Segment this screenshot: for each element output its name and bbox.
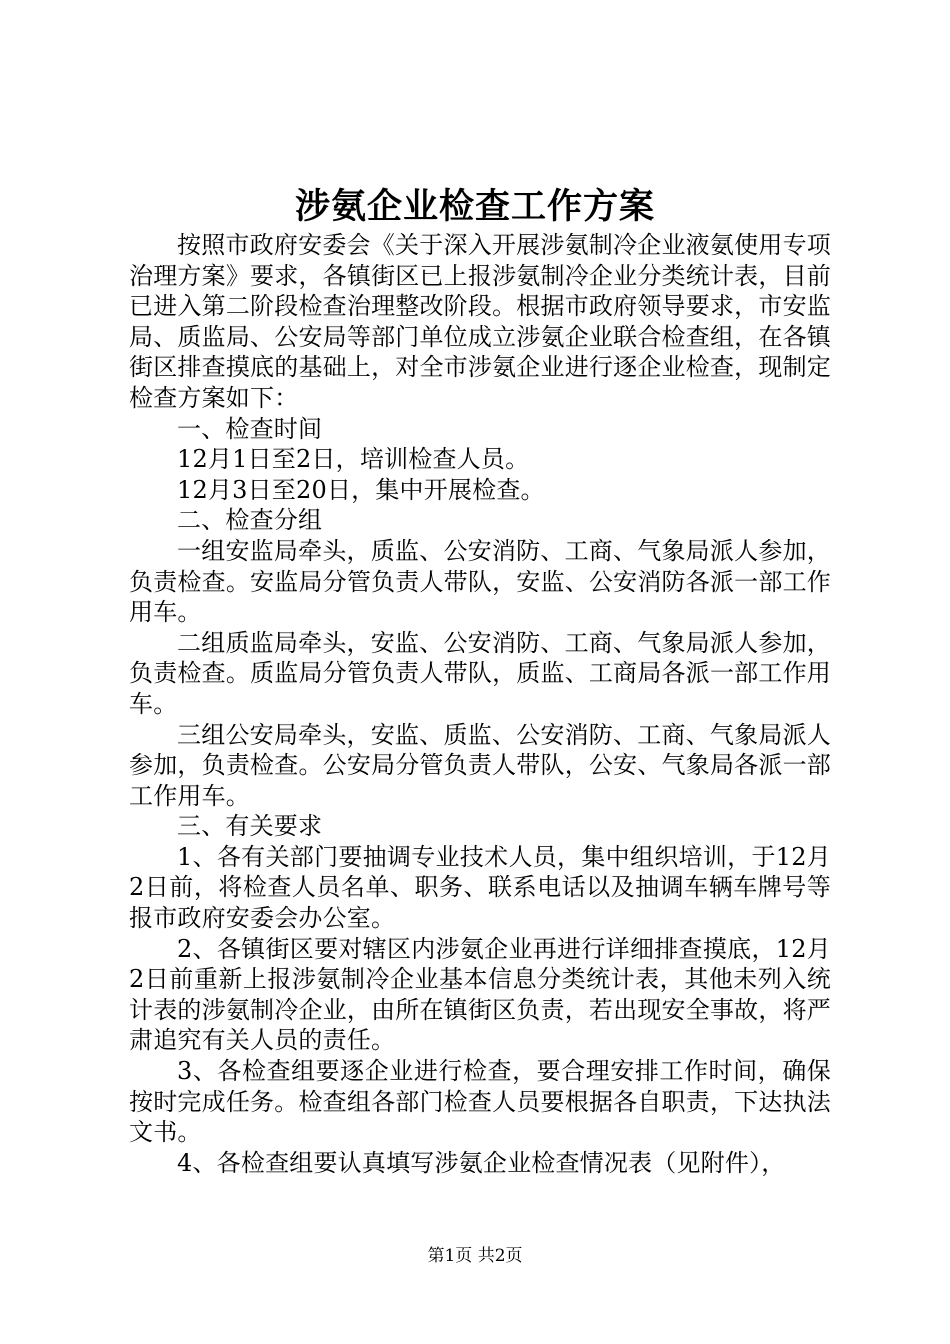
paragraph-time-1: 12月1日至2日，培训检查人员。 (177, 445, 530, 474)
document-body (129, 230, 831, 1178)
paragraph-requirement-1: 1、各有关部门要抽调专业技术人员，集中组织培训，于12月2日前，将检查人员名单、职务、联系电话以及抽调车辆车牌号等报市政府安委会办公室。 (129, 842, 831, 933)
paragraph-requirement-3: 3、各检查组要逐企业进行检查，要合理安排工作时间，确保按时完成任务。检查组各部门检查人员要根据各自职责，下达执法文书。 (129, 1057, 831, 1147)
paragraph-requirement-2: 2、各镇街区要对辖区内涉氨企业再进行详细排查摸底，12月2日前重新上报涉氨制冷企业基本信息分类统计表，其他未列入统计表的涉氨制冷企业，由所在镇街区负责，若出现安全事故，将严肃追究有关人员的责任。 (129, 934, 831, 1055)
paragraph-group-1: 一组安监局牵头，质监、公安消防、工商、气象局派人参加，负责检查。安监局分管负责人带队，安监、公安消防各派一部工作用车。 (129, 536, 831, 627)
document-title: 涉氨企业检查工作方案 (294, 186, 655, 227)
paragraph-intro: 按照市政府安委会《关于深入开展涉氨制冷企业液氨使用专项治理方案》要求，各镇街区已上报涉氨制冷企业分类统计表，目前已进入第二阶段检查治理整改阶段。根据市政府领导要求，市安监局、质监局、公安局等部门单位成立涉氨企业联合检查组，在各镇街区排查摸底的基础上，对全市涉氨企业进行逐企业检查，现制定检查方案如下： (129, 231, 831, 412)
page-footer: 第1页 共2页 (427, 1246, 523, 1266)
section-heading-time: 一、检查时间 (177, 414, 323, 443)
paragraph-group-2: 二组质监局牵头，安监、公安消防、工商、气象局派人参加，负责检查。质监局分管负责人带队，质监、工商局各派一部工作用车。 (129, 628, 831, 718)
section-heading-groups: 二、检查分组 (177, 506, 323, 535)
paragraph-group-3: 三组公安局牵头，安监、质监、公安消防、工商、气象局派人参加，负责检查。公安局分管负责人带队，公安、气象局各派一部工作用车。 (129, 720, 831, 810)
section-heading-requirements: 三、有关要求 (177, 812, 323, 841)
paragraph-time-2: 12月3日至20日，集中开展检查。 (177, 475, 545, 504)
paragraph-requirement-4: 4、各检查组要认真填写涉氨企业检查情况表（见附件）， (177, 1148, 786, 1177)
